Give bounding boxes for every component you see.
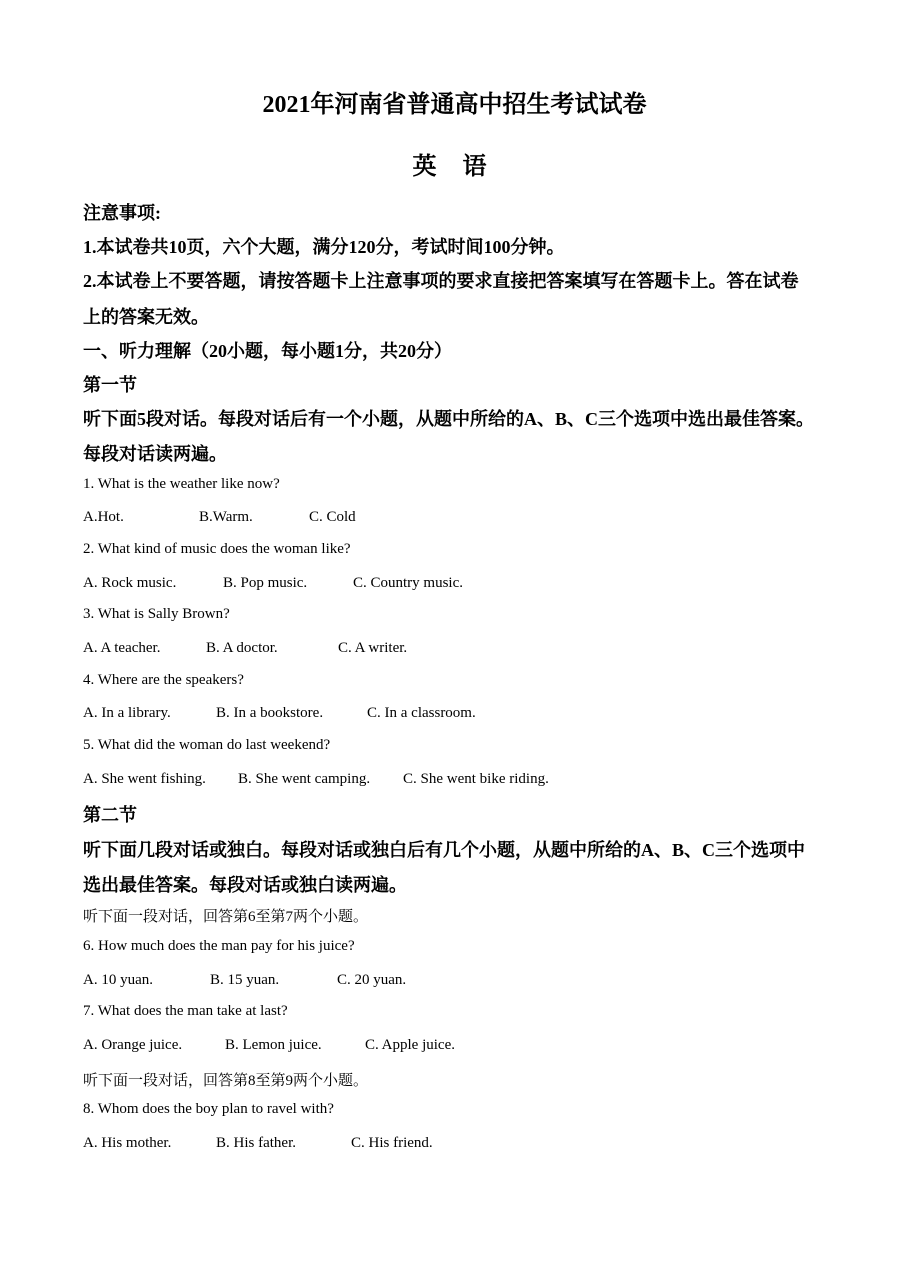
option-c: C. Apple juice. (365, 1037, 455, 1053)
option-c: C. 20 yuan. (337, 972, 407, 988)
question-1: 1. What is the weather like now? (83, 476, 280, 492)
option-a: A.Hot. (83, 509, 124, 525)
option-b: B. She went camping. (238, 771, 371, 787)
option-c: C. Cold (309, 509, 356, 525)
section2-instruction: 听下面几段对话或独白。每段对话或独白后有几个小题，从题中所给的A、B、C三个选项中 (83, 840, 805, 860)
option-b: B. In a bookstore. (216, 705, 324, 721)
exam-title: 2021年河南省普通高中招生考试试卷 (262, 92, 647, 118)
notice-item-1: 1.本试卷共10页，六个大题，满分120分，考试时间100分钟。 (83, 237, 565, 257)
option-c: C. A writer. (338, 640, 408, 656)
subject-title: 英 语 (412, 154, 497, 180)
options-4 (83, 704, 476, 722)
option-b: B. His father. (216, 1135, 296, 1151)
question-7: 7. What does the man take at last? (83, 1003, 288, 1019)
notice-item-2: 2.本试卷上不要答题，请按答题卡上注意事项的要求直接把答案填写在答题卡上。答在试卷 (83, 271, 799, 291)
question-5: 5. What did the woman do last weekend? (83, 737, 331, 753)
option-a: A. In a library. (83, 705, 171, 721)
options-6 (83, 971, 406, 989)
options-8 (83, 1134, 433, 1152)
question-2: 2. What kind of music does the woman like? (83, 541, 351, 557)
question-8: 8. Whom does the boy plan to ravel with? (83, 1101, 334, 1117)
option-c: C. She went bike riding. (403, 771, 549, 787)
option-a: A. Orange juice. (83, 1037, 183, 1053)
question-4: 4. Where are the speakers? (83, 672, 244, 688)
options-1 (83, 508, 356, 526)
option-c: C. In a classroom. (367, 705, 476, 721)
section1-heading: 第一节 (83, 375, 137, 395)
options-7 (83, 1036, 455, 1054)
option-b: B.Warm. (199, 509, 253, 525)
question-3: 3. What is Sally Brown? (83, 606, 230, 622)
option-b: B. Lemon juice. (225, 1037, 322, 1053)
option-a: A. Rock music. (83, 575, 177, 591)
options-2 (83, 574, 463, 592)
notice-item-2-cont: 上的答案无效。 (83, 307, 209, 327)
option-c: C. Country music. (353, 575, 464, 591)
option-b: B. A doctor. (206, 640, 278, 656)
option-a: A. A teacher. (83, 640, 161, 656)
notice-heading: 注意事项: (83, 203, 161, 223)
part1-heading: 一、听力理解（20小题，每小题1分，共20分） (83, 341, 452, 361)
option-c: C. His friend. (351, 1135, 433, 1151)
options-3 (83, 639, 407, 657)
section2-instruction-cont: 选出最佳答案。每段对话或独白读两遍。 (83, 875, 407, 895)
option-a: A. His mother. (83, 1135, 172, 1151)
option-b: B. 15 yuan. (210, 972, 280, 988)
option-a: A. She went fishing. (83, 771, 206, 787)
section2-heading: 第二节 (83, 805, 137, 825)
options-5 (83, 770, 549, 788)
dialogue-intro-1: 听下面一段对话，回答第6至第7两个小题。 (83, 909, 369, 925)
option-b: B. Pop music. (223, 575, 308, 591)
section1-instruction-cont: 每段对话读两遍。 (83, 444, 227, 464)
question-6: 6. How much does the man pay for his juice? (83, 938, 355, 954)
dialogue-intro-2: 听下面一段对话，回答第8至第9两个小题。 (83, 1073, 369, 1089)
section1-instruction: 听下面5段对话。每段对话后有一个小题，从题中所给的A、B、C三个选项中选出最佳答案。 (83, 409, 814, 429)
option-a: A. 10 yuan. (83, 972, 153, 988)
